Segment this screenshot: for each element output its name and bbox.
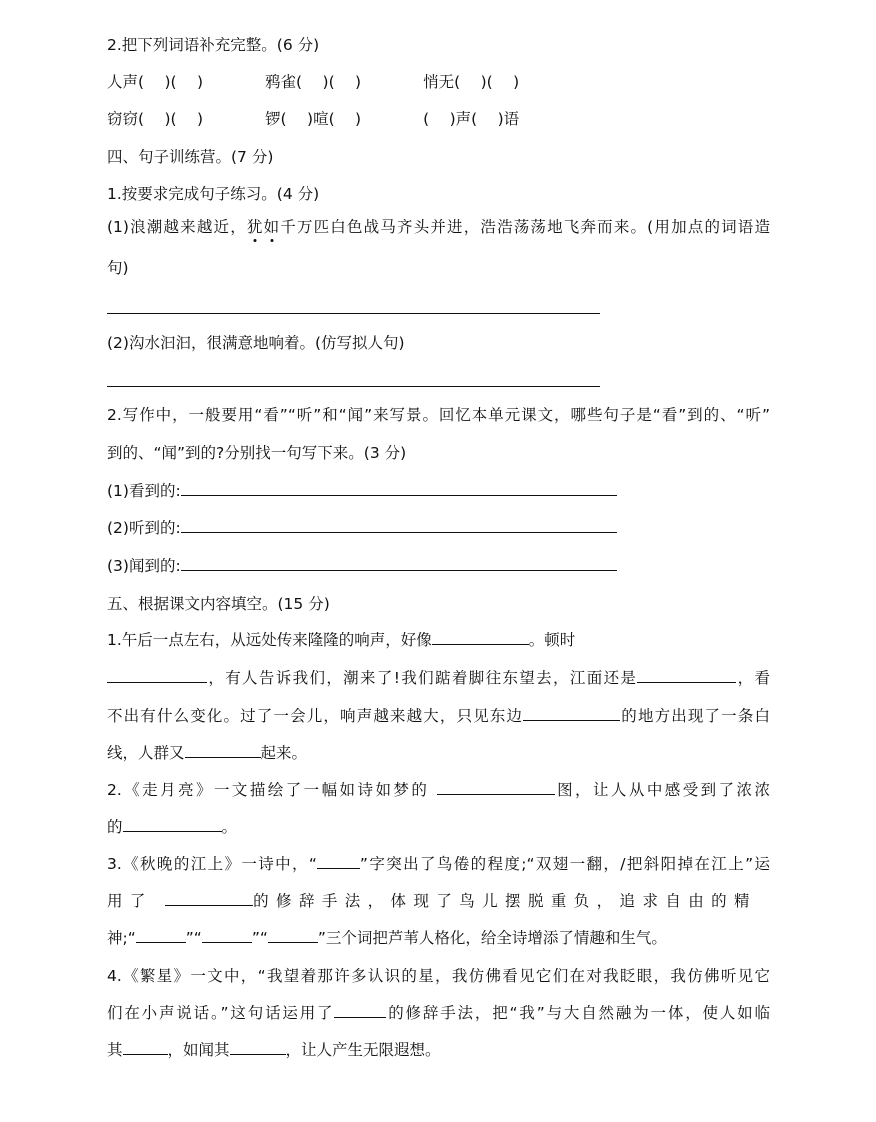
answer-line[interactable] xyxy=(181,556,617,571)
question-text: 句) xyxy=(107,259,129,277)
text: 用了 xyxy=(107,892,153,910)
word-item: 窃窃( )( ) xyxy=(107,110,204,128)
text: 图，让人从中感受到了浓浓 xyxy=(554,781,770,799)
blank[interactable] xyxy=(637,668,736,683)
text: 起来。 xyxy=(260,744,308,762)
text: 的修辞手法，把“我”与大自然融为一体，使人如临 xyxy=(386,1004,771,1022)
question-text: (2)沟水汩汩，很满意地响着。(仿写拟人句) xyxy=(107,334,405,352)
dotted-char: 犹 xyxy=(246,218,264,236)
question-text: 到的、“闻”到的?分别找一句写下来。(3 分) xyxy=(107,444,407,462)
answer-line[interactable] xyxy=(107,386,600,387)
question-text xyxy=(107,927,667,949)
question-title: 1.按要求完成句子练习。(4 分) xyxy=(107,185,320,203)
text: 2.《走月亮》一文描绘了一幅如诗如梦的 xyxy=(107,781,430,799)
question-text: 2.写作中，一般要用“看”“听”和“闻”来写景。回忆本单元课文，哪些句子是“看”到的、“听” xyxy=(107,406,770,424)
text: ，如闻其 xyxy=(167,1041,230,1059)
text: 。顿时 xyxy=(528,631,576,649)
blank[interactable] xyxy=(123,817,222,832)
word-item: 锣( )喧( ) xyxy=(265,110,362,128)
answer-line[interactable] xyxy=(181,518,617,533)
section-title: 四、句子训练营。(7 分) xyxy=(107,148,274,166)
question-text xyxy=(107,1002,770,1024)
text: ，看 xyxy=(736,669,770,687)
text: 3.《秋晚的江上》一诗中，“ xyxy=(107,855,317,873)
text: ”字突出了鸟倦的程度;“双翅一翻，/把斜阳掉在江上”运 xyxy=(359,855,770,873)
text: 的修辞手法，体现了鸟儿摆脱重负，追求自由的精 xyxy=(253,892,757,910)
answer-label: (2)听到的: xyxy=(107,519,181,537)
word-item: ( )声( )语 xyxy=(423,110,520,128)
dotted-char: 如 xyxy=(263,218,281,236)
question-text xyxy=(107,779,770,801)
answer-label: (1)看到的: xyxy=(107,482,181,500)
question-text xyxy=(107,705,770,727)
question-text xyxy=(107,816,237,838)
question-text xyxy=(107,1039,441,1061)
word-fill-row xyxy=(107,71,519,93)
blank[interactable] xyxy=(334,1003,386,1018)
text: ”“ xyxy=(185,929,202,947)
blank[interactable] xyxy=(136,928,186,943)
blank[interactable] xyxy=(317,854,360,869)
blank[interactable] xyxy=(437,780,555,795)
question-text xyxy=(107,629,575,651)
question-text xyxy=(107,667,770,689)
text: ，让人产生无限遐想。 xyxy=(285,1041,441,1059)
blank[interactable] xyxy=(432,630,529,645)
answer-label: (3)闻到的: xyxy=(107,557,181,575)
section-title: 五、根据课文内容填空。(15 分) xyxy=(107,595,330,613)
text: 的 xyxy=(107,818,123,836)
text: 千万匹白色战马齐头并进，浩浩荡荡地飞奔而来。(用加点的词语造 xyxy=(280,218,770,236)
text: 。 xyxy=(221,818,238,836)
text: 1.午后一点左右，从远处传来隆隆的响声，好像 xyxy=(107,631,432,649)
blank[interactable] xyxy=(185,743,261,758)
answer-row xyxy=(107,480,617,502)
answer-line[interactable] xyxy=(181,481,617,496)
answer-line[interactable] xyxy=(107,313,600,314)
blank[interactable] xyxy=(523,706,620,721)
question-text: 4.《繁星》一文中，“我望着那许多认识的星，我仿佛看见它们在对我眨眼，我仿佛听见它 xyxy=(107,967,770,985)
text: 神;“ xyxy=(107,929,136,947)
text: ”“ xyxy=(251,929,268,947)
blank[interactable] xyxy=(107,668,207,683)
text: 的地方出现了一条白 xyxy=(620,707,770,725)
text: (1)浪潮越来越近， xyxy=(107,218,247,236)
question-title: 2.把下列词语补充完整。(6 分) xyxy=(107,36,320,54)
word-fill-row xyxy=(107,108,519,130)
word-item: 悄无( )( ) xyxy=(423,73,520,91)
question-text xyxy=(107,853,770,875)
answer-row xyxy=(107,517,617,539)
blank[interactable] xyxy=(268,928,318,943)
text: 线，人群又 xyxy=(107,744,185,762)
answer-row xyxy=(107,555,617,577)
blank[interactable] xyxy=(230,1040,286,1055)
blank[interactable] xyxy=(202,928,252,943)
text: ，有人告诉我们，潮来了!我们踮着脚往东望去，江面还是 xyxy=(207,669,638,687)
blank[interactable] xyxy=(123,1040,168,1055)
blank[interactable] xyxy=(165,891,253,906)
question-text xyxy=(107,890,757,912)
word-item: 鸦雀( )( ) xyxy=(265,73,362,91)
question-text xyxy=(107,216,770,238)
text: ”三个词把芦苇人格化，给全诗增添了情趣和生气。 xyxy=(317,929,667,947)
text: 其 xyxy=(107,1041,123,1059)
text: 们在小声说话。”这句话运用了 xyxy=(107,1004,335,1022)
text: 不出有什么变化。过了一会儿，响声越来越大，只见东边 xyxy=(107,707,524,725)
word-item: 人声( )( ) xyxy=(107,73,204,91)
question-text xyxy=(107,742,307,764)
